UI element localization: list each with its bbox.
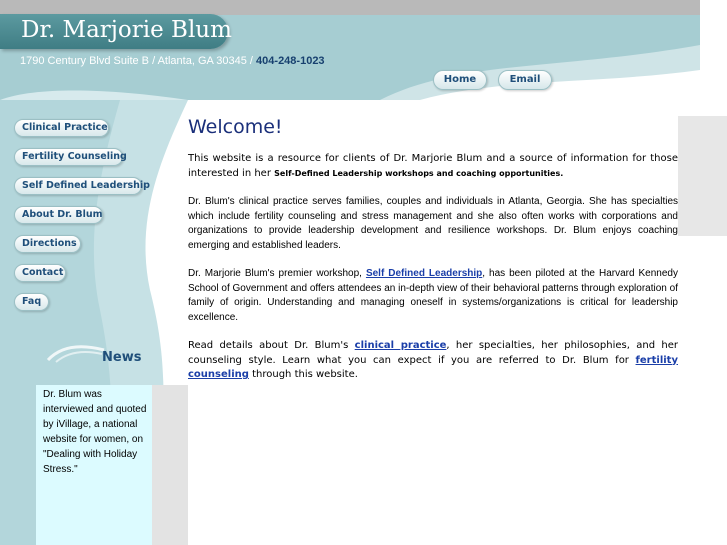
sidebar-item-clinical-practice[interactable]: Clinical Practice [14, 119, 109, 137]
sidebar-item-fertility-counseling[interactable]: Fertility Counseling [14, 148, 123, 166]
intro-text: This website is a resource for clients of Dr. Marjorie Blum and a source of information for those interested in her [188, 153, 678, 179]
gray-column [152, 385, 188, 545]
phone-number: 404-248-1023 [256, 55, 325, 67]
news-text: Dr. Blum was interviewed and quoted by iVillage, a national website for women, on "Dealing with Holiday Stress." [43, 389, 147, 475]
details-paragraph [188, 339, 678, 383]
news-heading: News [102, 350, 142, 365]
page-margin [700, 0, 727, 545]
details-text-mid: , her specialties, her philosophies, and her counseling style. Learn what you can expect if you are referred to Dr. Blum for [188, 340, 678, 366]
workshop-text-after: , has been piloted at the Harvard Kennedy School of Government and offers attendees an in-depth view of their behavioral patterns through exploration of family of origin. Understanding and managing oneself in systems/organizations is critical for leadership excellence. [188, 268, 678, 323]
workshop-paragraph [188, 267, 678, 325]
details-text-after: through this website. [252, 369, 358, 380]
site-title: Dr. Marjorie Blum [21, 17, 232, 43]
sidebar-item-about[interactable]: About Dr. Blum [14, 206, 103, 224]
address-text: 1790 Century Blvd Suite B / Atlanta, GA 30345 / [20, 55, 253, 67]
workshop-text-before: Dr. Marjorie Blum's premier workshop, [188, 268, 362, 279]
sidebar-item-directions[interactable]: Directions [14, 235, 81, 253]
sidebar-item-self-defined-leadership[interactable]: Self Defined Leadership [14, 177, 142, 195]
intro-paragraph [188, 152, 678, 181]
details-text-before: Read details about Dr. Blum's [188, 340, 349, 351]
practice-paragraph: Dr. Blum's clinical practice serves families, couples and individuals in Atlanta, Georgia. She has specialties which include fertility counseling and stress management and she also often works with corporations and organizations to provide leadership development and resilience workshops. Dr. Blum enjoys coaching emerging and established leaders. [188, 196, 678, 251]
email-button[interactable]: Email [498, 70, 552, 90]
home-button[interactable]: Home [433, 70, 487, 90]
clinical-practice-link[interactable]: clinical practice [354, 340, 447, 351]
intro-small-text: Self-Defined Leadership workshops and coaching opportunities. [274, 168, 564, 178]
self-defined-leadership-link[interactable]: Self Defined Leadership [365, 268, 483, 279]
sidebar-item-faq[interactable]: Faq [14, 293, 49, 311]
sidebar-item-contact[interactable]: Contact [14, 264, 66, 282]
page-title: Welcome! [188, 116, 283, 138]
fertility-counseling-link[interactable]: fertility counseling [188, 354, 678, 380]
main-content [188, 116, 678, 397]
news-swoosh-icon [46, 342, 106, 364]
address-line [20, 55, 325, 67]
header [0, 0, 700, 100]
gray-panel [678, 116, 727, 236]
